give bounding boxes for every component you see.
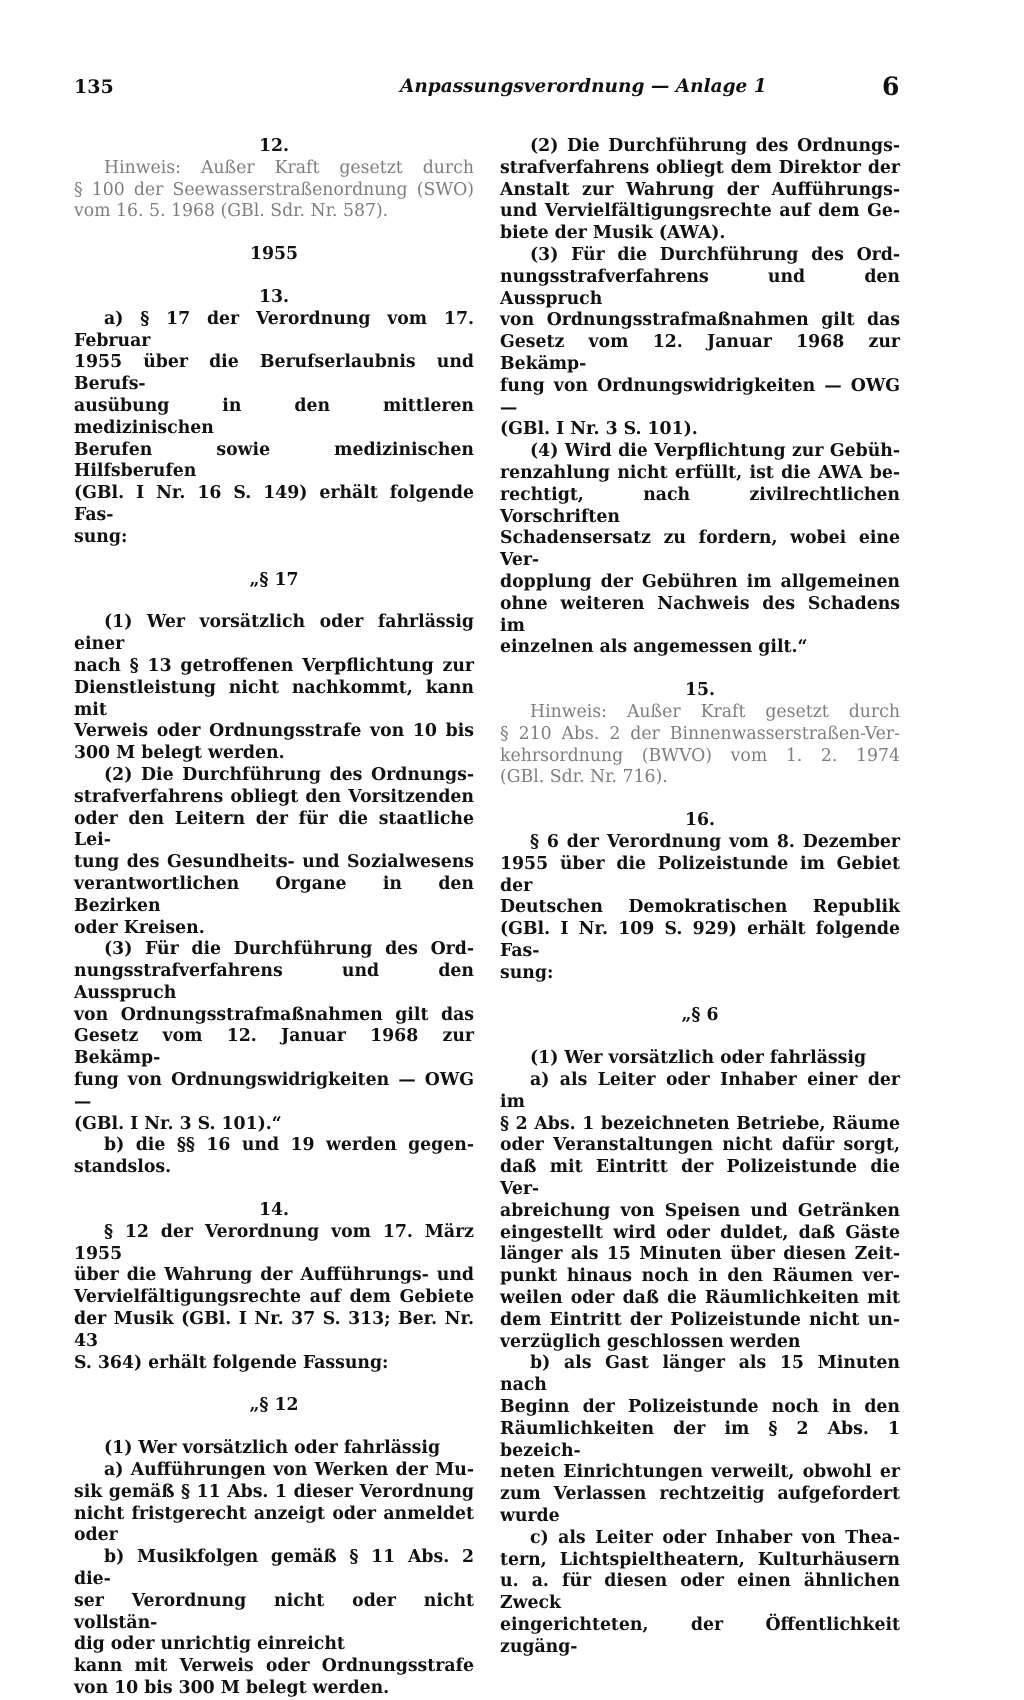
page-number: 135: [74, 76, 114, 98]
repeal-note-12: Hinweis: Außer Kraft gesetzt durch § 100 der Seewasserstraßenordnung (SWO) vom 16. 5. 1968 (GBl. Sdr. Nr. 587).: [74, 157, 474, 222]
section-12-sanction: kann mit Verweis oder Ordnungsstrafe von 10 bis 300 M belegt werden.: [74, 1656, 474, 1698]
section-heading-12: „§ 12: [249, 1395, 299, 1416]
section-12-para-1: (1) Wer vorsätzlich oder fahrlässig: [104, 1438, 441, 1459]
paragraph-14: § 12 der Verordnung vom 17. März 1955 über die Wahrung der Aufführungs- und Vervielfältigungsrechte auf dem Gebiete der Musik (GBl. I Nr. 37 S. 313; Ber. Nr. 43 S. 364) erhält folgende Fassung:: [74, 1221, 474, 1373]
section-12-para-2: (2) Die Durchführung des Ordnungs- strafverfahrens obliegt dem Direktor der Anstalt zur Wahrung der Aufführungs- und Vervielfältigungsrechte auf dem Ge- biete der Musik (AWA).: [500, 136, 900, 244]
paragraph-13a: a) § 17 der Verordnung vom 17. Februar 1955 über die Berufserlaubnis und Berufs- ausübung in den mittleren medizinischen Berufen sowie medizinischen Hilfsberufen (GBl. I Nr. 16 S. 149) erhält folgende Fas- sung:: [74, 308, 474, 547]
item-number-12: 12.: [258, 136, 290, 156]
section-12-item-a: a) Aufführungen von Werken der Mu- sik gemäß § 11 Abs. 1 dieser Verordnung nicht fristgerecht anzeigt oder anmeldet oder: [74, 1460, 474, 1546]
left-column: [74, 136, 474, 1700]
running-title: Anpassungsverordnung — Anlage 1: [400, 76, 767, 97]
section-6-item-b: b) als Gast länger als 15 Minuten nach Beginn der Polizeistunde noch in den Räumlichkeiten der im § 2 Abs. 1 bezeich- neten Einrichtungen verweilt, obwohl er zum Verlassen rechtzeitig aufgefordert wurde: [500, 1353, 900, 1527]
running-header: [70, 72, 904, 106]
section-17-para-2: (2) Die Durchführung des Ordnungs- strafverfahrens obliegt den Vorsitzenden oder den Leitern der für die staatliche Lei- tung des Gesundheits- und Sozialwesens verantwortlichen Organe in den Bezirken oder Kreisen.: [74, 764, 474, 938]
item-number-15: 15.: [684, 680, 716, 701]
section-12-para-3: (3) Für die Durchführung des Ord- nungsstrafverfahrens und den Ausspruch von Ordnungsstrafmaßnahmen gilt das Gesetz vom 12. Januar 1968 zur Bekämp- fung von Ordnungswidrigkeiten — OWG — (GBl. I Nr. 3 S. 101).: [500, 244, 900, 440]
right-column: [500, 136, 900, 1659]
section-6-item-c: c) als Leiter oder Inhaber von Thea- tern, Lichtspieltheatern, Kulturhäusern u. a. für diesen oder einen ähnlichen Zweck eingerichteten, der Öffentlichkeit zugäng-: [500, 1527, 900, 1657]
section-17-para-1: (1) Wer vorsätzlich oder fahrlässig einer nach § 13 getroffenen Verpflichtung zur Dienstleistung nicht nachkommt, kann mit Verweis oder Ordnungsstrafe von 10 bis 300 M belegt werden.: [74, 612, 474, 764]
section-heading-6: „§ 6: [681, 1005, 719, 1026]
section-17-para-3: (3) Für die Durchführung des Ord- nungsstrafverfahrens und den Ausspruch von Ordnungsstrafmaßnahmen gilt das Gesetz vom 12. Januar 1968 zur Bekämp- fung von Ordnungswidrigkeiten — OWG — (GBl. I Nr. 3 S. 101).“: [74, 939, 474, 1134]
section-6-para-1: (1) Wer vorsätzlich oder fahrlässig: [530, 1048, 867, 1069]
paragraph-13b: b) die §§ 16 und 19 werden gegen- standslos.: [74, 1135, 474, 1178]
year-heading: 1955: [249, 244, 299, 265]
section-12-para-4: (4) Wird die Verpflichtung zur Gebüh- renzahlung nicht erfüllt, ist die AWA be- rechtigt, nach zivilrechtlichen Vorschriften Schadensersatz zu fordern, wobei eine Ver- dopplung der Gebühren im allgemeinen ohne weiteren Nachweis des Schadens im einzelnen als angemessen gilt.“: [500, 441, 900, 658]
section-6-item-a: a) als Leiter oder Inhaber einer der im § 2 Abs. 1 bezeichneten Betriebe, Räume oder Veranstaltungen nicht dafür sorgt, daß mit Eintritt der Polizeistunde die Ver- abreichung von Speisen und Getränken eingestellt wird oder duldet, daß Gäste länger als 15 Minuten über diesen Zeit- punkt hinaus noch in den Räumen ver- weilen oder daß die Räumlichkeiten mit dem Eintritt der Polizeistunde nicht un- verzüglich geschlossen werden: [500, 1070, 900, 1352]
item-number-14: 14.: [258, 1200, 290, 1221]
item-number-16: 16.: [684, 810, 716, 831]
section-12-item-b: b) Musikfolgen gemäß § 11 Abs. 2 die- ser Verordnung nicht oder nicht vollstän- dig oder unrichtig einreicht: [74, 1547, 474, 1655]
paragraph-16: § 6 der Verordnung vom 8. Dezember 1955 über die Polizeistunde im Gebiet der Deutschen Demokratischen Republik (GBl. I Nr. 109 S. 929) erhält folgende Fas- sung:: [500, 831, 900, 983]
repeal-note-15: Hinweis: Außer Kraft gesetzt durch § 210 Abs. 2 der Binnenwasserstraßen-Ver- kehrsordnung (BWVO) vom 1. 2. 1974 (GBl. Sdr. Nr. 716).: [500, 701, 900, 788]
section-heading-17: „§ 17: [249, 569, 299, 590]
item-number-13: 13.: [258, 286, 290, 307]
chapter-number: 6: [882, 72, 900, 101]
